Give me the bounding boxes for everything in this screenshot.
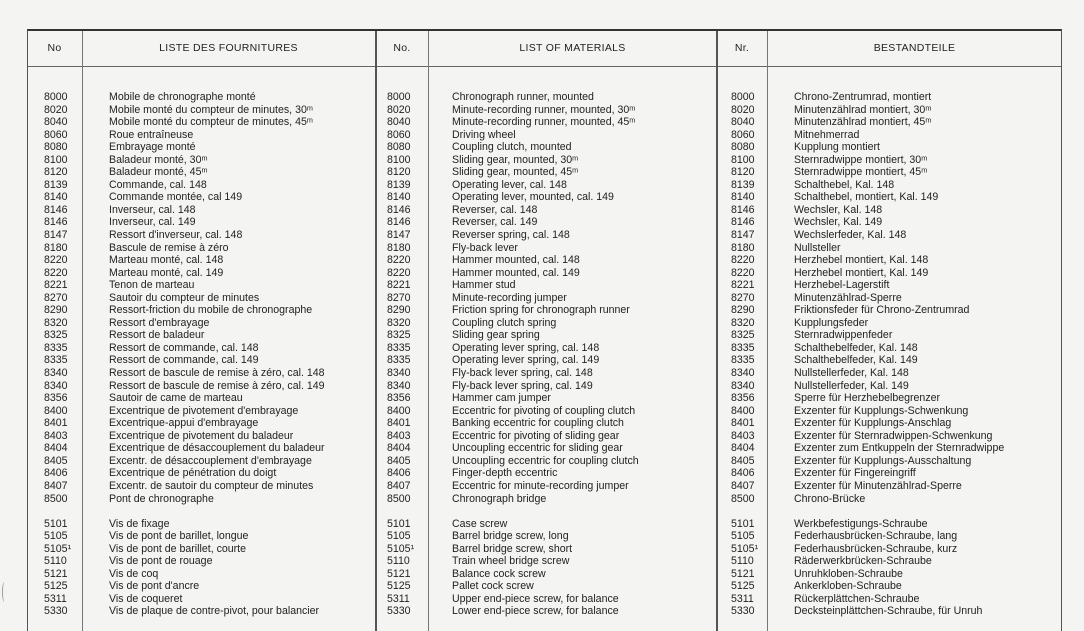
de-item-number: 8080 [731,141,755,154]
de-item-number: 8020 [731,103,755,116]
de-item-description: Nullstellerfeder, Kal. 148 [794,367,909,380]
fr-item-number: 8405 [44,454,68,467]
fr-item-description: Ressort de commande, cal. 148 [109,341,259,354]
en-item-number: 8146 [387,216,411,229]
en-item-number: 8400 [387,404,411,417]
en-item-number: 8403 [387,429,411,442]
de-item-number: 5311 [731,592,754,605]
de-item-number: 8220 [731,254,755,267]
de-item-description: Sternradwippenfeder [794,329,893,342]
en-item-number: 5121 [387,567,411,580]
en-item-description: Operating lever, mounted, cal. 149 [452,191,614,204]
en-item-number: 5110 [387,555,410,568]
en-item-number: 8340 [387,379,411,392]
de-item-number: 8406 [731,467,755,480]
de-item-number: 8120 [731,166,755,179]
en-item-description: Reverser spring, cal. 148 [452,229,570,242]
en-item-description: Fly-back lever [452,241,518,254]
fr-item-description: Ressort d'embrayage [109,316,210,329]
de-item-number: 8146 [731,216,755,229]
column-divider [428,31,429,631]
de-title-header: BESTANDTEILE [873,42,956,54]
fr-item-number: 8140 [44,191,68,204]
fr-item-number: 8404 [44,442,68,455]
en-item-number: 8120 [387,166,411,179]
fr-description-column [109,91,325,618]
fr-item-description: Inverseur, cal. 149 [109,216,196,229]
en-item-number: 8100 [387,153,411,166]
de-item-number: 8340 [731,367,755,380]
fr-item-description: Vis de coq [109,567,159,580]
de-item-description: Exzenter für Kupplungs-Anschlag [794,417,952,430]
en-item-number: 8220 [387,254,411,267]
fr-item-description: Commande montée, cal 149 [109,191,243,204]
fr-item-description: Vis de pont d'ancre [109,580,200,593]
en-item-description: Pallet cock screw [452,580,534,593]
fr-item-number: 5101 [44,517,68,530]
en-item-description: Lower end-piece screw, for balance [452,605,619,618]
fr-item-description: Pont de chronographe [109,492,214,505]
fr-item-description: Vis de fixage [109,517,170,530]
de-item-number: 8220 [731,266,755,279]
fr-item-number: 8406 [44,467,68,480]
de-item-description: Chrono-Brücke [794,492,866,505]
en-item-description: Case screw [452,517,508,530]
en-item-description: Minute-recording jumper [452,291,567,304]
de-item-number: 8335 [731,341,755,354]
fr-item-number: 8020 [44,103,68,116]
en-item-number: 8080 [387,141,411,154]
de-item-number: 8146 [731,203,755,216]
en-number-header: No. [393,42,411,54]
fr-item-description: Excentrique de pivotement d'embrayage [109,404,299,417]
de-item-number: 8407 [731,479,755,492]
en-item-number: 5101 [387,517,411,530]
de-number-header: Nr. [734,42,750,54]
fr-item-number: 8407 [44,479,68,492]
en-item-description: Banking eccentric for coupling clutch [452,417,624,430]
de-item-number: 8401 [731,417,755,430]
de-item-description: Herzhebel montiert, Kal. 148 [794,254,929,267]
en-item-description: Train wheel bridge screw [452,555,570,568]
de-item-description: Wechsler, Kal. 149 [794,216,883,229]
de-item-number: 5110 [731,555,754,568]
de-item-description: Sternradwippe montiert, 30ᵐ [794,153,928,166]
de-item-description: Schalthebel, Kal. 148 [794,178,895,191]
de-item-description: Sperre für Herzhebelbegrenzer [794,392,941,405]
en-item-number: 8340 [387,367,411,380]
de-item-number: 8404 [731,442,755,455]
section-divider [716,31,718,631]
en-item-description: Finger-depth eccentric [452,467,558,480]
de-item-number: 8270 [731,291,755,304]
en-item-number: 8020 [387,103,411,116]
fr-item-description: Inverseur, cal. 148 [109,203,196,216]
de-item-description: Schalthebel, montiert, Kal. 149 [794,191,939,204]
fr-item-description: Excentrique de pivotement du baladeur [109,429,294,442]
de-item-description: Federhausbrücken-Schraube, lang [794,530,958,543]
de-item-description: Federhausbrücken-Schraube, kurz [794,542,958,555]
fr-item-number: 8060 [44,128,68,141]
fr-item-description: Roue entraîneuse [109,128,194,141]
de-item-number: 5125 [731,580,755,593]
de-item-number: 8060 [731,128,755,141]
en-item-description: Friction spring for chronograph runner [452,304,630,317]
en-item-number: 8404 [387,442,411,455]
fr-item-number: 8290 [44,304,68,317]
de-item-number: 8221 [731,279,755,292]
de-item-description: Exzenter für Kupplungs-Ausschaltung [794,454,972,467]
fr-item-number: 8146 [44,203,68,216]
fr-item-description: Excentrique de désaccouplement du baladeur [109,442,325,455]
en-item-number: 8220 [387,266,411,279]
en-item-number: 5105 [387,530,411,543]
en-item-number: 8146 [387,203,411,216]
de-item-description: Nullstellerfeder, Kal. 149 [794,379,909,392]
en-item-number: 8325 [387,329,411,342]
en-item-description: Minute-recording runner, mounted, 45ᵐ [452,116,636,129]
fr-item-number: 5121 [44,567,68,580]
fr-item-description: Excentr. de désaccouplement d'embrayage [109,454,312,467]
en-item-number: 8320 [387,316,411,329]
en-item-number: 8356 [387,392,411,405]
en-item-description [452,505,639,518]
en-item-description: Hammer stud [452,279,516,292]
de-item-description: Mitnehmerrad [794,128,860,141]
en-item-description: Operating lever, cal. 148 [452,178,567,191]
fr-item-number: 8146 [44,216,68,229]
en-item-number: 8000 [387,91,411,103]
en-item-description: Upper end-piece screw, for balance [452,592,619,605]
en-item-number: 8500 [387,492,411,505]
fr-item-description: Marteau monté, cal. 148 [109,254,224,267]
fr-item-number: 8335 [44,354,68,367]
de-item-description: Nullsteller [794,241,841,254]
de-item-number: 5105 [731,530,755,543]
fr-item-number: 5330 [44,605,68,618]
fr-item-description: Ressort-friction du mobile de chronographe [109,304,313,317]
de-item-number: 5330 [731,605,755,618]
en-item-description: Balance cock screw [452,567,546,580]
en-item-number: 8407 [387,479,411,492]
de-item-number: 8040 [731,116,755,129]
de-item-number: 8340 [731,379,755,392]
fr-item-number: 8040 [44,116,68,129]
en-item-description: Sliding gear, mounted, 30ᵐ [452,153,579,166]
en-item-description: Fly-back lever spring, cal. 149 [452,379,593,392]
en-item-description: Uncoupling eccentric for coupling clutch [452,454,639,467]
fr-item-description: Tenon de marteau [109,279,195,292]
en-item-description: Coupling clutch spring [452,316,557,329]
de-item-number: 5105¹ [731,542,759,555]
fr-item-number: 8080 [44,141,68,154]
fr-item-number: 5105¹ [44,542,72,555]
de-item-number: 8320 [731,316,755,329]
en-item-number: 8140 [387,191,411,204]
fr-item-number: 8270 [44,291,68,304]
de-item-description: Friktionsfeder für Chrono-Zentrumrad [794,304,970,317]
de-item-number [731,505,758,518]
de-item-description: Wechslerfeder, Kal. 148 [794,229,907,242]
en-item-description: Hammer cam jumper [452,392,551,405]
page-edge-mark [2,582,7,602]
en-item-number: 8147 [387,229,411,242]
fr-item-number: 8220 [44,254,68,267]
de-item-description: Herzhebel-Lagerstift [794,279,890,292]
de-item-description: Exzenter für Minutenzählrad-Sperre [794,479,962,492]
de-number-column [731,91,758,618]
column-divider [82,31,83,631]
en-item-description: Fly-back lever spring, cal. 148 [452,367,593,380]
materials-table [27,29,1062,631]
de-item-description: Minutenzählrad montiert, 30ᵐ [794,103,932,116]
en-item-description: Coupling clutch, mounted [452,141,572,154]
fr-item-number: 5311 [44,592,67,605]
en-item-number: 8406 [387,467,411,480]
fr-item-description: Vis de pont de barillet, courte [109,542,247,555]
fr-item-description: Ressort de bascule de remise à zéro, cal. 148 [109,367,325,380]
fr-item-description: Vis de pont de barillet, longue [109,530,249,543]
de-item-description: Schalthebelfeder, Kal. 149 [794,354,918,367]
en-item-description: Chronograph runner, mounted [452,91,594,103]
fr-item-description: Excentrique de pénétration du doigt [109,467,277,480]
en-number-column [387,91,414,618]
fr-item-description: Mobile de chronographe monté [109,91,256,103]
de-item-number: 8356 [731,392,755,405]
fr-item-number: 8340 [44,379,68,392]
en-item-number: 8405 [387,454,411,467]
fr-number-header: No [47,42,62,54]
en-item-description: Barrel bridge screw, short [452,542,573,555]
de-item-description: Chrono-Zentrumrad, montiert [794,91,932,103]
fr-item-description: Commande, cal. 148 [109,178,207,191]
en-item-number: 8335 [387,354,411,367]
fr-item-description: Baladeur monté, 30ᵐ [109,153,208,166]
en-description-column [452,91,639,618]
fr-item-description: Mobile monté du compteur de minutes, 30ᵐ [109,103,313,116]
de-item-description: Rückerplättchen-Schraube [794,592,920,605]
de-item-description: Exzenter für Fingereingriff [794,467,916,480]
en-item-description: Barrel bridge screw, long [452,530,569,543]
fr-item-description: Mobile monté du compteur de minutes, 45ᵐ [109,116,313,129]
fr-item-description: Excentr. de sautoir du compteur de minutes [109,479,314,492]
de-item-description: Herzhebel montiert, Kal. 149 [794,266,929,279]
en-item-number: 8290 [387,304,411,317]
fr-item-description: Ressort d'inverseur, cal. 148 [109,229,243,242]
de-item-description: Räderwerkbrücken-Schraube [794,555,932,568]
de-item-description: Exzenter für Sternradwippen-Schwenkung [794,429,993,442]
en-item-description: Driving wheel [452,128,516,141]
en-item-number: 8060 [387,128,411,141]
de-item-description: Werkbefestigungs-Schraube [794,517,928,530]
fr-item-description: Marteau monté, cal. 149 [109,266,224,279]
de-item-number: 8100 [731,153,755,166]
en-item-description: Operating lever spring, cal. 149 [452,354,600,367]
column-divider [767,31,768,631]
en-item-description: Hammer mounted, cal. 149 [452,266,580,279]
de-item-number: 8290 [731,304,755,317]
en-item-description: Sliding gear spring [452,329,540,342]
fr-item-number: 8221 [44,279,68,292]
fr-item-number: 5105 [44,530,68,543]
de-item-description: Exzenter zum Entkuppeln der Sternradwippe [794,442,1005,455]
de-item-description: Unruhkloben-Schraube [794,567,903,580]
fr-item-description: Excentrique-appui d'embrayage [109,417,259,430]
en-item-description: Chronograph bridge [452,492,547,505]
fr-number-column [44,91,71,618]
de-item-number: 8139 [731,178,755,191]
en-item-number: 8180 [387,241,411,254]
en-item-description: Operating lever spring, cal. 148 [452,341,600,354]
fr-item-description: Vis de pont de rouage [109,555,213,568]
en-item-number: 5125 [387,580,411,593]
de-description-column [794,91,1004,618]
fr-item-number: 8356 [44,392,68,405]
de-item-number: 5101 [731,517,755,530]
de-item-number: 8335 [731,354,755,367]
en-item-number: 8270 [387,291,411,304]
fr-title-header: LISTE DES FOURNITURES [159,42,298,54]
en-item-number: 8335 [387,341,411,354]
de-item-number: 8500 [731,492,755,505]
de-item-description [794,505,1004,518]
fr-item-number: 8400 [44,404,68,417]
fr-item-number: 8000 [44,91,68,103]
de-item-description: Kupplungsfeder [794,316,869,329]
de-item-description: Schalthebelfeder, Kal. 148 [794,341,918,354]
de-item-description: Decksteinplättchen-Schraube, für Unruh [794,605,983,618]
en-title-header: LIST OF MATERIALS [519,42,626,54]
en-item-description: Hammer mounted, cal. 148 [452,254,580,267]
fr-item-number: 5110 [44,555,67,568]
de-item-number: 5121 [731,567,755,580]
fr-item-number: 5125 [44,580,68,593]
fr-item-description: Vis de plaque de contre-pivot, pour balancier [109,605,320,618]
fr-item-number: 8220 [44,266,68,279]
fr-item-number: 8139 [44,178,68,191]
de-item-description: Sternradwippe montiert, 45ᵐ [794,166,928,179]
fr-item-number: 8500 [44,492,68,505]
en-item-description: Eccentric for minute-recording jumper [452,479,629,492]
fr-item-number: 8100 [44,153,68,166]
de-item-description: Ankerkloben-Schraube [794,580,902,593]
en-item-description: Reverser, cal. 149 [452,216,538,229]
section-divider [375,31,377,631]
en-item-description: Reverser, cal. 148 [452,203,538,216]
en-item-number: 5330 [387,605,411,618]
fr-item-number: 8325 [44,329,68,342]
de-item-number: 8000 [731,91,755,103]
de-item-number: 8403 [731,429,755,442]
fr-item-number: 8403 [44,429,68,442]
en-item-number: 8221 [387,279,411,292]
de-item-number: 8147 [731,229,755,242]
en-item-number: 5105¹ [387,542,415,555]
fr-item-description: Ressort de baladeur [109,329,205,342]
de-item-description: Exzenter für Kupplungs-Schwenkung [794,404,969,417]
en-item-description: Eccentric for pivoting of sliding gear [452,429,620,442]
en-item-number: 8040 [387,116,411,129]
de-item-number: 8405 [731,454,755,467]
fr-item-number: 8401 [44,417,68,430]
fr-item-description: Sautoir de came de marteau [109,392,243,405]
en-item-number: 8139 [387,178,411,191]
fr-item-number: 8320 [44,316,68,329]
de-item-number: 8140 [731,191,755,204]
fr-item-number [44,505,71,518]
en-item-number: 5311 [387,592,410,605]
de-item-description: Minutenzählrad montiert, 45ᵐ [794,116,932,129]
fr-item-description: Ressort de commande, cal. 149 [109,354,259,367]
de-item-description: Kupplung montiert [794,141,880,154]
de-item-description: Minutenzählrad-Sperre [794,291,902,304]
fr-item-description: Baladeur monté, 45ᵐ [109,166,208,179]
de-item-number: 8180 [731,241,755,254]
en-item-description: Uncoupling eccentric for sliding gear [452,442,623,455]
fr-item-description: Ressort de bascule de remise à zéro, cal. 149 [109,379,325,392]
fr-item-number: 8340 [44,367,68,380]
de-item-description: Wechsler, Kal. 148 [794,203,883,216]
fr-item-number: 8335 [44,341,68,354]
fr-item-number: 8147 [44,229,68,242]
en-item-description: Eccentric for pivoting of coupling clutch [452,404,636,417]
fr-item-number: 8180 [44,241,68,254]
fr-item-description: Vis de coqueret [109,592,183,605]
fr-item-description: Bascule de remise à zéro [109,241,229,254]
fr-item-description: Sautoir du compteur de minutes [109,291,260,304]
de-item-number: 8325 [731,329,755,342]
header-divider [28,66,1061,67]
en-item-number [387,505,414,518]
fr-item-description [109,505,325,518]
en-item-number: 8401 [387,417,411,430]
en-item-description: Minute-recording runner, mounted, 30ᵐ [452,103,636,116]
fr-item-description: Embrayage monté [109,141,196,154]
fr-item-number: 8120 [44,166,68,179]
en-item-description: Sliding gear, mounted, 45ᵐ [452,166,579,179]
de-item-number: 8400 [731,404,755,417]
